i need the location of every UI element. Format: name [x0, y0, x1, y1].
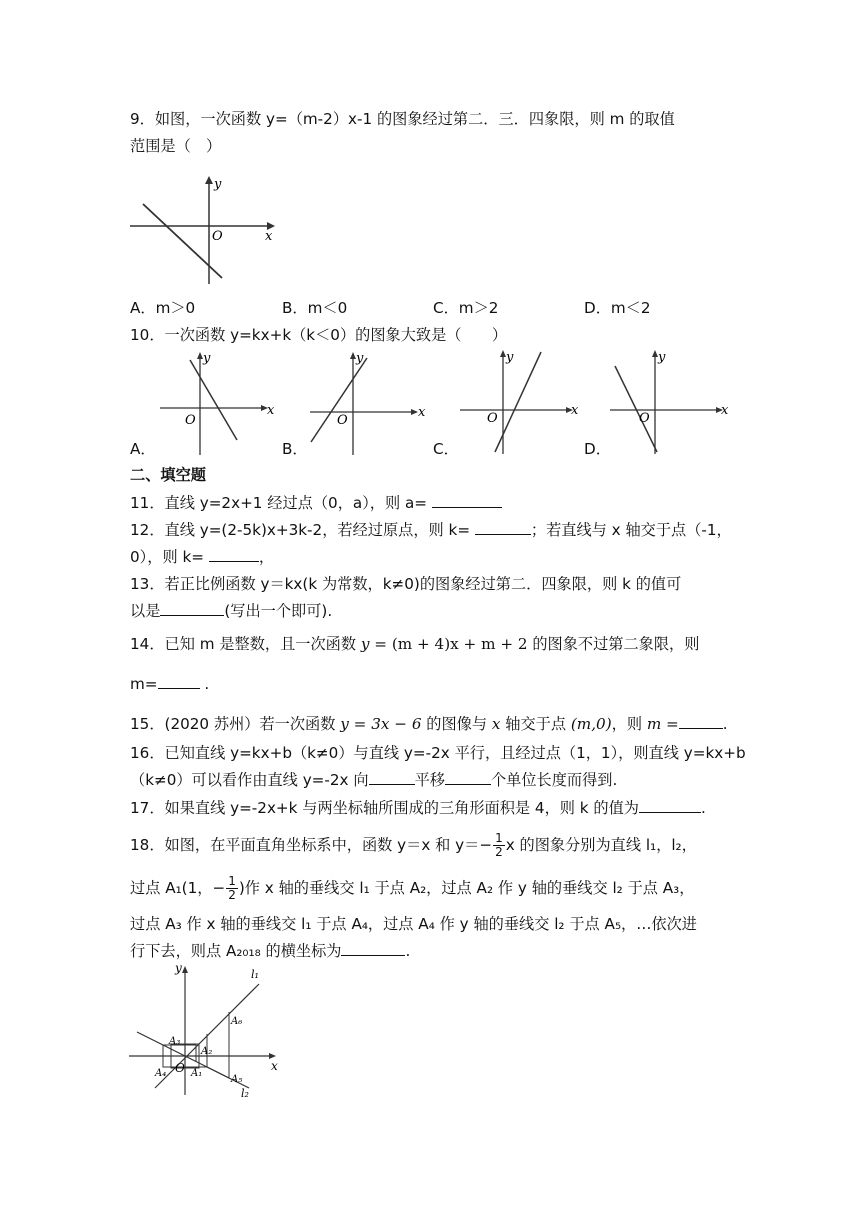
q9-graph-x-label: x	[265, 229, 273, 244]
q18-fraction-1	[493, 832, 505, 859]
q10-graph-d	[605, 344, 735, 456]
q10-stem: 10．一次函数 y=kx+k（k＜0）的图象大致是（ ）	[130, 326, 508, 344]
q18-graph-l2-label: l₂	[241, 1087, 249, 1100]
q16-answer-blank-2[interactable]	[445, 769, 491, 785]
q18-graph-y-label: y	[175, 961, 182, 975]
q18-line3: 过点 A₃ 作 x 轴的垂线交 l₁ 于点 A₄，过点 A₄ 作 y 轴的垂线交 l₂ 于点 A₅，…依次进	[130, 915, 697, 933]
q14-answer-blank[interactable]	[158, 673, 200, 689]
q18-line2	[130, 875, 694, 902]
q18-text-f: 行下去，则点 A₂₀₁₈ 的横坐标为	[130, 942, 342, 960]
q9-graph	[125, 172, 280, 287]
q12-line1	[130, 519, 732, 541]
q10-b-x-label: x	[418, 405, 426, 420]
q18-graph-a4-label: A₄	[155, 1068, 167, 1079]
q14-text-a: 14．已知 m 是整数，且一次函数	[130, 635, 361, 653]
q10-a-x-label: x	[267, 403, 275, 418]
q12-answer-blank-2[interactable]	[209, 546, 259, 562]
q10-graph-b	[305, 350, 430, 458]
q18-graph-a5-label: A₅	[231, 1074, 243, 1085]
q16-text-d: 个单位长度而得到.	[490, 771, 618, 789]
q9-stem-line1: 9．如图，一次函数 y=（m-2）x-1 的图象经过第二．三．四象限，则 m 的取值	[130, 110, 675, 128]
q11-text: 11．直线 y=2x+1 经过点（0，a），则 a=	[130, 494, 432, 512]
q18-fraction-2-num: 1	[228, 874, 236, 888]
q15-m-eq: m =	[646, 715, 679, 733]
q15-text-b: 的图像与	[421, 715, 492, 733]
q13-line1: 13．若正比例函数 y＝kx(k 为常数，k≠0)的图象经过第二．四象限，则 k 的值可	[130, 575, 682, 593]
q15-answer-blank[interactable]	[679, 713, 723, 729]
q9-graph-y-label: y	[214, 177, 222, 192]
q17-text-a: 17．如果直线 y=-2x+k 与两坐标轴所围成的三角形面积是 4，则 k 的值为	[130, 799, 639, 817]
q10-d-x-label: x	[721, 403, 729, 418]
q14-formula-eq: =	[369, 635, 392, 653]
q12-text-c: 0），则 k=	[130, 548, 209, 566]
q15-text-c: 轴交于点	[500, 715, 571, 733]
q18-graph-a3-label: A₃	[169, 1036, 181, 1047]
q14-formula-rhs: (m + 4)x + m + 2	[391, 635, 528, 653]
q18-text-a: 18．如图，在平面直角坐标系中，函数 y＝x 和 y＝−	[130, 836, 493, 854]
q14-line1	[130, 633, 699, 655]
q13-line2	[130, 600, 332, 622]
q10-c-origin-label: O	[487, 411, 498, 426]
q17-text-b: .	[700, 799, 706, 817]
q18-fraction-1-num: 1	[495, 831, 503, 845]
q14-text-d: .	[199, 675, 210, 693]
q9-graph-origin-label: O	[212, 229, 223, 244]
q18-fraction-2-den: 2	[228, 888, 236, 902]
q10-option-a[interactable]: A．	[130, 440, 156, 458]
q10-a-y-label: y	[203, 351, 211, 366]
q10-option-b[interactable]: B．	[282, 440, 308, 458]
q15-text-a: 15．(2020 苏州）若一次函数	[130, 715, 341, 733]
q17-line	[130, 797, 706, 819]
q18-graph	[125, 960, 285, 1098]
q10-graph-c	[455, 344, 585, 456]
q15-line	[130, 713, 728, 735]
q9-option-d[interactable]: D．m＜2	[584, 299, 651, 317]
q18-line1	[130, 832, 697, 859]
q18-graph-a6-label: A₆	[231, 1016, 243, 1027]
q11-line	[130, 492, 502, 514]
q15-text-d: ，则	[611, 715, 647, 733]
q12-text-b: ；若直线与 x 轴交于点（-1，	[530, 521, 732, 539]
q16-text-c: 平移	[414, 771, 445, 789]
q13-text-c: (写出一个即可).	[224, 602, 333, 620]
q10-d-origin-label: O	[639, 411, 650, 426]
q14-text-c: m=	[130, 675, 158, 693]
q18-graph-a1-label: A₁	[191, 1068, 203, 1079]
q16-text-b: （k≠0）可以看作由直线 y=-2x 向	[130, 771, 369, 789]
q9-option-a[interactable]: A．m＞0	[130, 299, 196, 317]
q15-point: (m,0)	[570, 715, 612, 733]
q18-fraction-2	[226, 875, 238, 902]
q12-text-a: 12．直线 y=(2-5k)x+3k-2，若经过原点，则 k=	[130, 521, 475, 539]
q18-line4	[130, 940, 410, 962]
q17-answer-blank[interactable]	[639, 797, 701, 813]
q10-b-origin-label: O	[337, 413, 348, 428]
q18-text-b: x 的图象分别为直线 l₁，l₂，	[505, 836, 697, 854]
q10-option-d[interactable]: D．	[584, 440, 611, 458]
q10-c-x-label: x	[571, 403, 579, 418]
q10-b-y-label: y	[356, 351, 364, 366]
q15-x: x	[491, 715, 501, 733]
q10-a-origin-label: O	[185, 413, 196, 428]
q9-option-c[interactable]: C．m＞2	[433, 299, 499, 317]
q12-answer-blank-1[interactable]	[475, 519, 531, 535]
q12-line2	[130, 546, 274, 568]
q15-text-e: .	[722, 715, 728, 733]
q10-graph-a	[155, 350, 280, 458]
q11-answer-blank[interactable]	[432, 492, 502, 508]
q16-line1: 16．已知直线 y=kx+b（k≠0）与直线 y=-2x 平行，且经过点（1，1），则直线 y=kx+b	[130, 744, 746, 762]
q18-text-c: 过点 A₁(1，−	[130, 879, 226, 897]
q12-text-d: ，	[258, 548, 274, 566]
q13-answer-blank[interactable]	[160, 600, 224, 616]
q15-formula: y = 3x − 6	[340, 715, 422, 733]
q18-graph-a2-label: A₂	[201, 1046, 213, 1057]
section-heading-fill-in: 二、填空题	[130, 466, 206, 484]
q18-answer-blank[interactable]	[341, 940, 405, 956]
q18-text-d: )作 x 轴的垂线交 l₁ 于点 A₂，过点 A₂ 作 y 轴的垂线交 l₂ 于点 A₃，	[238, 879, 695, 897]
q18-text-g: .	[405, 942, 411, 960]
q18-fraction-1-den: 2	[495, 845, 503, 859]
q18-graph-origin-label: O	[175, 1061, 185, 1075]
q14-text-b: 的图象不过第二象限，则	[527, 635, 700, 653]
q10-c-y-label: y	[506, 350, 514, 365]
q14-formula-y: y	[360, 635, 370, 653]
q18-graph-l1-label: l₁	[251, 968, 259, 981]
q14-line2	[130, 673, 209, 695]
q16-answer-blank-1[interactable]	[369, 769, 415, 785]
q18-graph-x-label: x	[271, 1059, 278, 1073]
q10-option-c[interactable]: C．	[433, 440, 459, 458]
q10-d-y-label: y	[658, 350, 666, 365]
q9-stem-line2: 范围是（ ）	[130, 137, 222, 155]
q9-option-b[interactable]: B．m＜0	[282, 299, 348, 317]
q13-text-b: 以是	[130, 602, 161, 620]
q16-line2	[130, 769, 617, 791]
